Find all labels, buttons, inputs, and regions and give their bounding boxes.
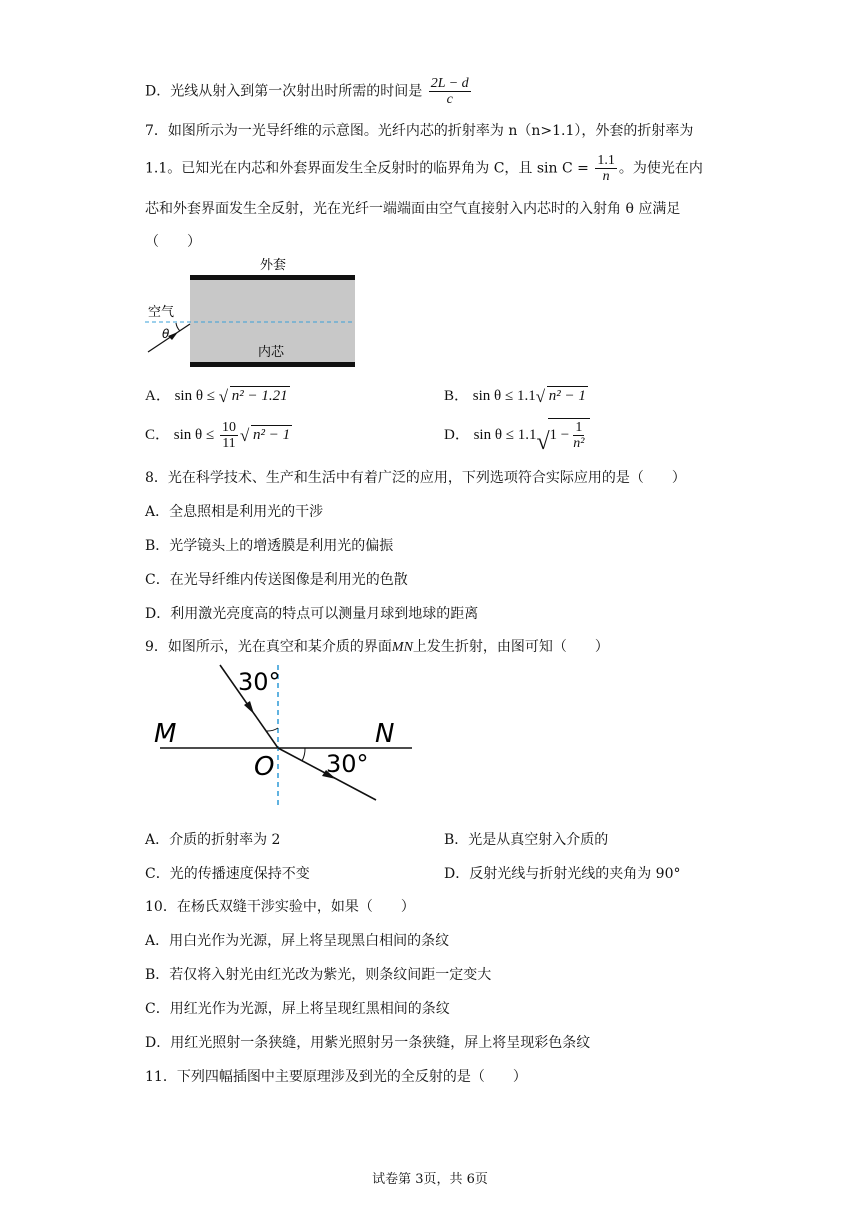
label-n: N: [375, 719, 395, 749]
q9-stem: [145, 636, 609, 656]
q6-option-d: [145, 76, 473, 107]
sqrt: √ 1 − $\frac{1}{\text{n²}}$: [537, 418, 591, 451]
angle-arc-bottom: [302, 748, 305, 761]
q7-stem-line2: [145, 153, 703, 184]
radicand: n² − 1: [252, 426, 291, 443]
angle-label-top: 30°: [238, 668, 281, 696]
fiber-diagram: [140, 252, 370, 372]
label-cladding: 外套: [260, 258, 287, 273]
radicand: n² − 1.21: [231, 388, 288, 404]
q7-option-b: [444, 384, 588, 405]
q10-option-c: C．用红光作为光源，屏上将呈现红黑相间的条纹: [145, 1001, 450, 1017]
label-o: O: [254, 752, 275, 782]
ray-arrow-icon: [168, 332, 178, 340]
q7-answer-bracket: （ ）: [145, 234, 201, 250]
q10-option-a: A．用白光作为光源，屏上将呈现黑白相间的条纹: [145, 933, 450, 949]
q9-option-d: D．反射光线与折射光线的夹角为 90°: [444, 866, 681, 882]
q9-stem-text: 9．如图所示，光在真空和某介质的界面: [145, 639, 392, 655]
fraction-denominator: c: [446, 92, 453, 107]
time-fraction: [429, 76, 471, 107]
interface-label: MN: [391, 640, 413, 655]
coefficient-fraction: [220, 420, 238, 451]
coefficient: 1.1: [517, 426, 537, 443]
label-m: M: [154, 719, 177, 749]
q8-option-a: A．全息照相是利用光的干涉: [145, 504, 324, 520]
q7-option-d: [444, 418, 590, 455]
q8-option-b: B．光学镜头上的增透膜是利用光的偏振: [145, 538, 394, 554]
q8-option-c: C．在光导纤维内传送图像是利用光的色散: [145, 572, 408, 588]
fraction-denominator: n: [602, 169, 610, 184]
angle-arc-top: [266, 728, 278, 731]
q7-option-c: [145, 420, 292, 451]
option-label: D．: [444, 426, 470, 443]
critical-angle-fraction: [595, 153, 617, 184]
fraction-denominator: n²: [573, 436, 585, 451]
option-label: D．: [145, 83, 171, 100]
fraction-numerator: 10: [221, 420, 236, 435]
q7-stem-line1: 7．如图所示为一光导纤维的示意图。光纤内芯的折射率为 n（n>1.1），外套的折射率为: [145, 123, 694, 139]
q9-option-a: A．介质的折射率为 2: [145, 832, 281, 848]
relation: ≤: [504, 388, 514, 404]
incident-arrow-icon: [244, 701, 254, 714]
fraction-numerator: 1: [575, 420, 583, 435]
q7-option-a: [145, 384, 290, 405]
q7-line2-tail: 。为使光在内: [618, 160, 703, 177]
lhs: sin θ: [473, 426, 503, 443]
fraction-numerator: 2L − d: [430, 76, 469, 91]
angle-label-bottom: 30°: [326, 750, 369, 778]
page-footer: 试卷第 3页，共 6页: [372, 1172, 488, 1187]
q9-option-c: C．光的传播速度保持不变: [145, 866, 310, 882]
relation: ≤: [505, 426, 515, 443]
q8-stem: 8．光在科学技术、生产和生活中有着广泛的应用，下列选项符合实际应用的是（ ）: [145, 470, 686, 486]
option-text: 光线从射入到第一次射出时所需的时间是: [170, 83, 423, 100]
sqrt: √ n² − 1: [239, 425, 291, 445]
radicand: n² − 1: [548, 388, 586, 404]
q7-stem-line3: 芯和外套界面发生全反射，光在光纤一端端面由空气直接射入内芯时的入射角 θ 应满足: [145, 201, 681, 217]
q9-option-b: B．光是从真空射入介质的: [444, 832, 609, 848]
radicand-prefix: 1 −: [549, 426, 570, 443]
q9-stem-tail: 上发生折射，由图可知（ ）: [412, 639, 609, 655]
sqrt: √ n² − 1: [535, 387, 586, 406]
option-label: C．: [145, 426, 171, 443]
relation: ≤: [205, 426, 215, 443]
option-label: B．: [444, 388, 470, 404]
refraction-diagram: [150, 660, 420, 810]
q10-stem: 10．在杨氏双缝干涉实验中，如果（ ）: [145, 899, 415, 915]
angle-arc: [176, 323, 180, 331]
lhs: sin θ: [173, 426, 203, 443]
q10-option-d: D．用红光照射一条狭缝，用紫光照射另一条狭缝，屏上将呈现彩色条纹: [145, 1035, 591, 1051]
sqrt: √ n² − 1.21: [218, 387, 288, 406]
cladding-bottom: [190, 362, 355, 367]
cladding-top: [190, 275, 355, 280]
fraction-numerator: 1.1: [597, 153, 615, 168]
relation: ≤: [206, 388, 216, 404]
label-theta: θ: [162, 327, 170, 341]
label-air: 空气: [148, 305, 175, 320]
q7-line2-text: 1.1。已知光在内芯和外套界面发生全反射时的临界角为 C，且 sin C =: [145, 160, 589, 177]
q11-stem: 11．下列四幅插图中主要原理涉及到光的全反射的是（ ）: [145, 1069, 527, 1085]
fraction-denominator: 11: [222, 436, 236, 451]
option-label: A．: [145, 388, 171, 404]
q10-option-b: B．若仅将入射光由红光改为紫光，则条纹间距一定变大: [145, 967, 492, 983]
label-core: 内芯: [258, 345, 285, 360]
lhs: sin θ: [472, 388, 502, 404]
q8-option-d: D．利用激光亮度高的特点可以测量月球到地球的距离: [145, 606, 479, 622]
coefficient: 1.1: [516, 388, 536, 404]
lhs: sin θ: [174, 388, 204, 404]
